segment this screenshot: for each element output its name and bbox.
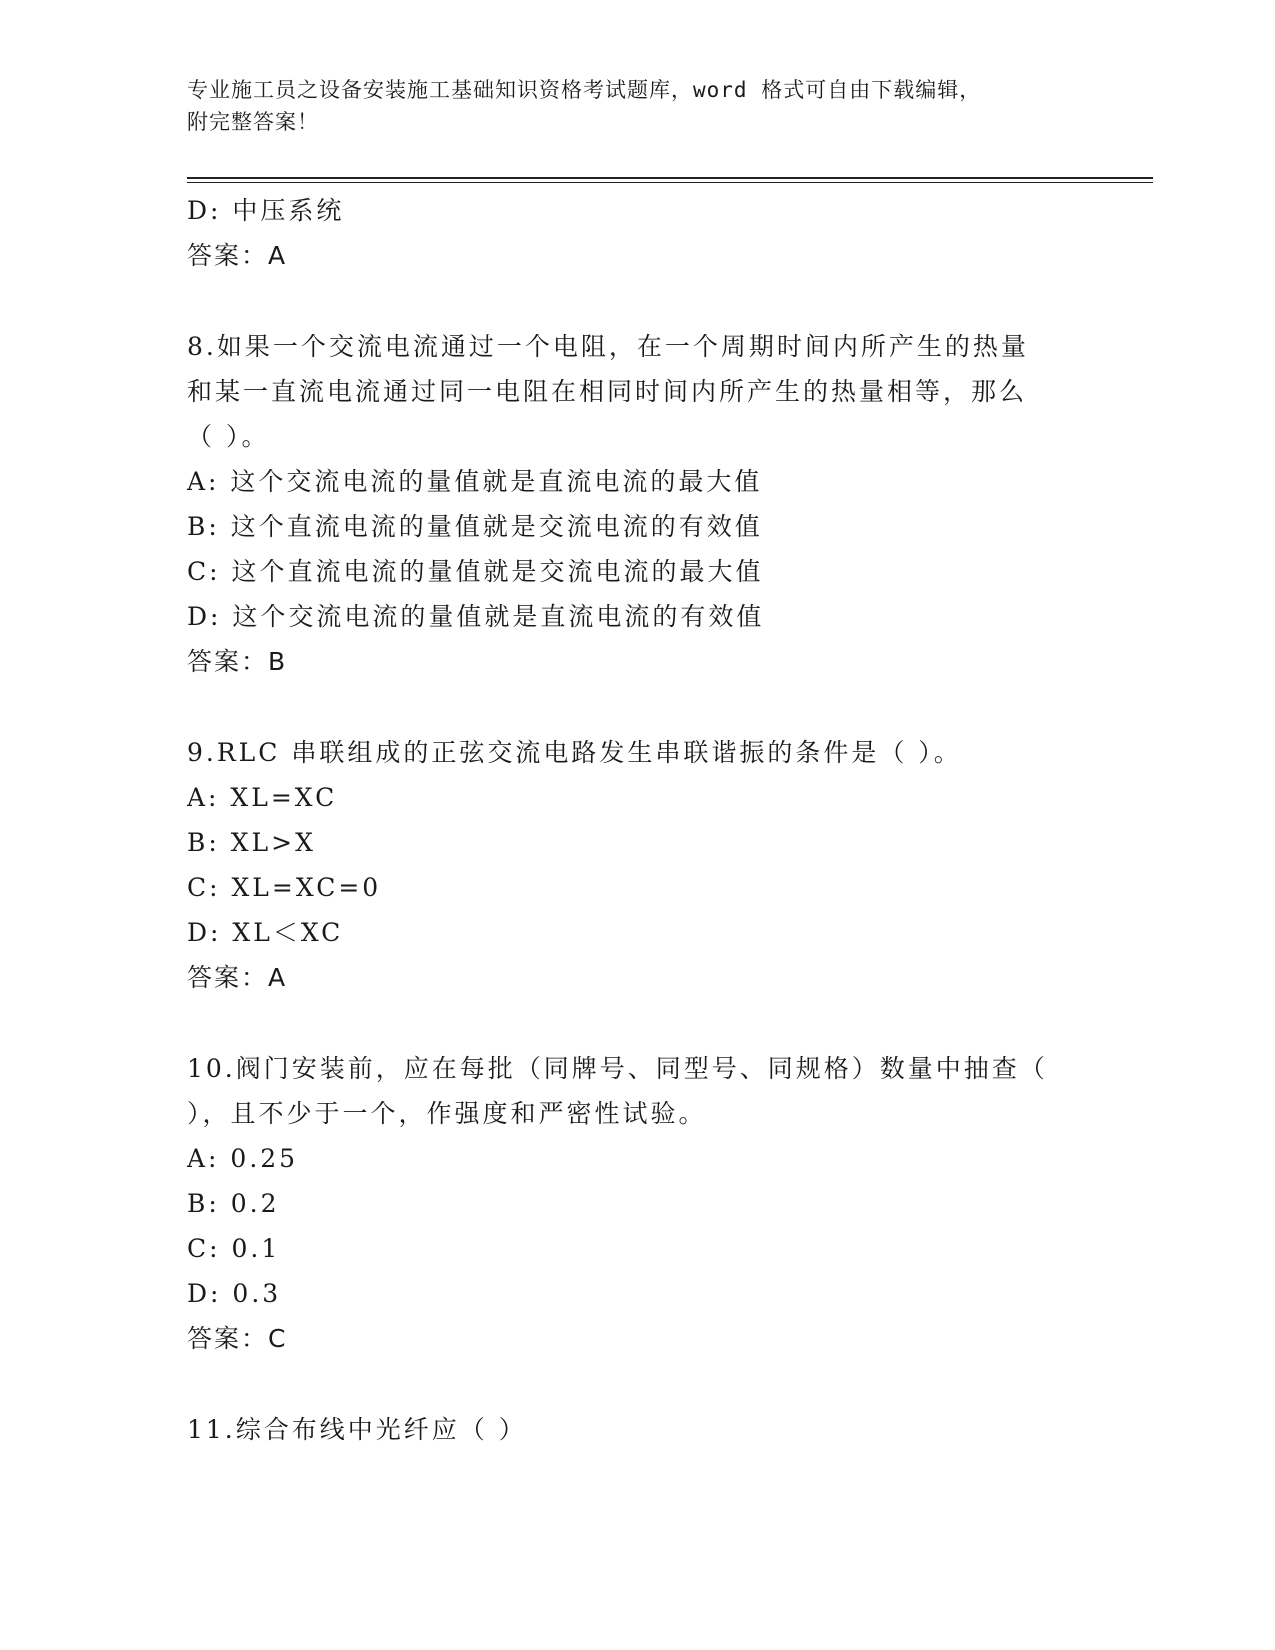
question-11 — [187, 1407, 1087, 1452]
page-header — [187, 74, 1087, 138]
question-8 — [187, 324, 1087, 684]
option-c: C: 0.1 — [187, 1234, 281, 1263]
spacer — [187, 278, 1087, 324]
document-body — [187, 188, 1087, 1452]
answer: 答案：B — [187, 647, 288, 676]
question-text: 10.阀门安装前，应在每批（同牌号、同型号、同规格）数量中抽查（ — [187, 1054, 1048, 1083]
question-text: ），且不少于一个，作强度和严密性试验。 — [187, 1099, 707, 1128]
answer: 答案：A — [187, 241, 288, 270]
header-title-line-1: 专业施工员之设备安装施工基础知识资格考试题库，word 格式可自由下载编辑， — [187, 78, 982, 102]
option-b: B: 这个直流电流的量值就是交流电流的有效值 — [187, 512, 763, 541]
question-text: （ ）。 — [187, 422, 270, 451]
question-9 — [187, 730, 1087, 1000]
option-d: D: 0.3 — [187, 1279, 282, 1308]
spacer — [187, 1000, 1087, 1046]
spacer — [187, 1361, 1087, 1407]
spacer — [187, 684, 1087, 730]
option-a: A: XL=XC — [187, 783, 338, 812]
option-d: D: XL＜XC — [187, 918, 344, 947]
question-text: 8.如果一个交流电流通过一个电阻，在一个周期时间内所产生的热量 — [187, 332, 1029, 361]
answer: 答案：C — [187, 1324, 288, 1353]
answer: 答案：A — [187, 963, 288, 992]
question-7-tail — [187, 188, 1087, 278]
question-text: 9.RLC 串联组成的正弦交流电路发生串联谐振的条件是（ ）。 — [187, 738, 962, 767]
header-title-line-2: 附完整答案！ — [187, 110, 319, 134]
option-c: C: 这个直流电流的量值就是交流电流的最大值 — [187, 557, 764, 586]
question-text: 11.综合布线中光纤应（ ） — [187, 1415, 527, 1444]
question-10 — [187, 1046, 1087, 1361]
question-text: 和某一直流电流通过同一电阻在相同时间内所产生的热量相等，那么 — [187, 377, 1028, 406]
option-c: C: XL=XC=0 — [187, 873, 382, 902]
option-a: A: 0.25 — [187, 1144, 299, 1173]
header-divider — [187, 177, 1153, 183]
option-d: D: 这个交流电流的量值就是直流电流的有效值 — [187, 602, 765, 631]
option-b: B: XL>X — [187, 828, 316, 857]
option-d: D: 中压系统 — [187, 196, 345, 225]
option-a: A: 这个交流电流的量值就是直流电流的最大值 — [187, 467, 763, 496]
option-b: B: 0.2 — [187, 1189, 280, 1218]
